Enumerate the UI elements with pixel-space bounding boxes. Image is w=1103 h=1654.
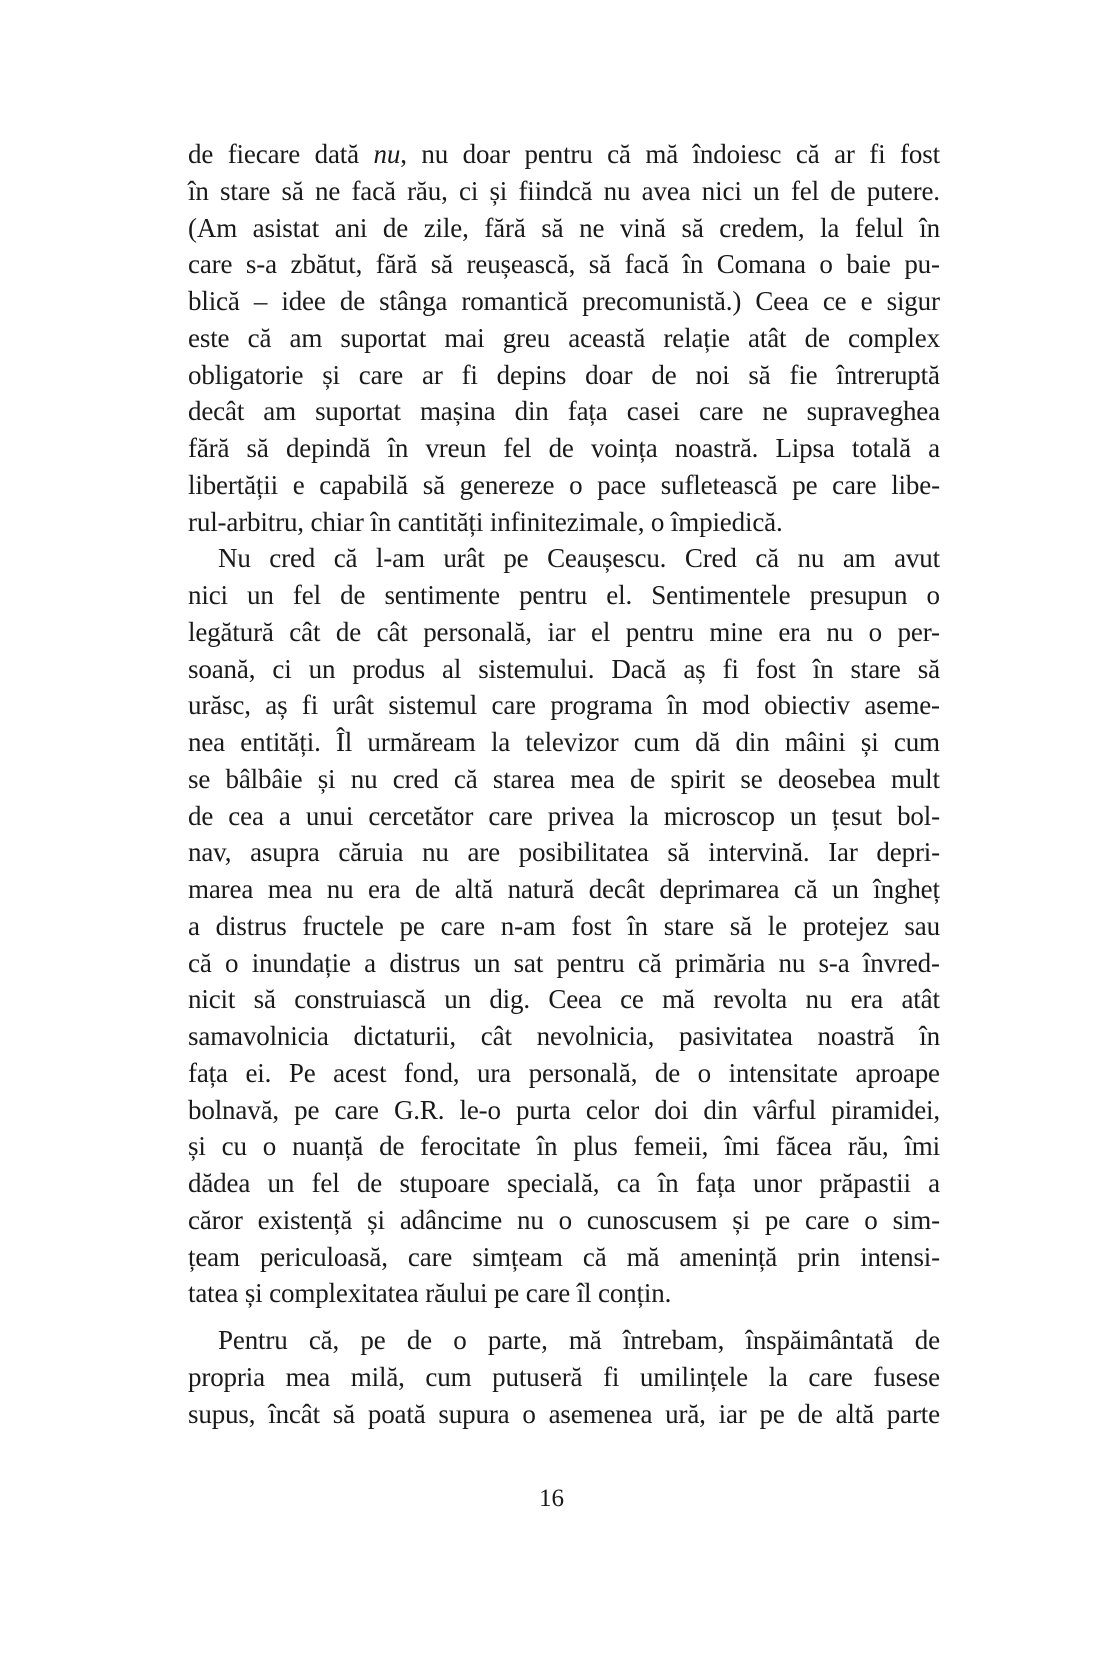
text-line: fața ei. Pe acest fond, ura personală, de o intensitate aproape (188, 1057, 940, 1088)
text-line: tatea și complexitatea răului pe care îl conțin. (188, 1278, 672, 1309)
paragraph-1 (188, 136, 940, 540)
text-line: se bâlbâie și nu cred că starea mea de spirit se deosebea mult (188, 763, 940, 794)
text-line: fără să depindă în vreun fel de voința noastră. Lipsa totală a (188, 433, 940, 463)
text-line: supus, încât să poată supura o asemenea ură, iar pe de altă parte (188, 1398, 940, 1429)
paragraph-3 (188, 1322, 940, 1432)
text-line: și cu o nuanță de ferocitate în plus femeii, îmi făcea rău, îmi (188, 1131, 940, 1162)
text-line: căror existență și adâncime nu o cunoscusem și pe care o sim- (188, 1204, 940, 1235)
text-line: că o inundație a distrus un sat pentru că primăria nu s-a învred- (188, 947, 940, 978)
text-line: legătură cât de cât personală, iar el pentru mine era nu o per- (188, 616, 940, 647)
text-line: libertății e capabilă să genereze o pace sufletească pe care libe- (188, 469, 940, 500)
page-number: 16 (539, 1485, 564, 1512)
text-line: care s-a zbătut, fără să reușească, să facă în Comana o baie pu- (188, 249, 940, 280)
text-line: bolnavă, pe care G.R. le-o purta celor doi din vârful piramidei, (188, 1094, 940, 1125)
text-line: soană, ci un produs al sistemului. Dacă aș fi fost în stare să (188, 653, 940, 684)
text-line: dădea un fel de stupoare specială, ca în fața unor prăpastii a (188, 1168, 940, 1198)
text-line: de fiecare dată nu, nu doar pentru că mă îndoiesc că ar fi fost (188, 139, 940, 169)
text-line: Pentru că, pe de o parte, mă întrebam, înspăimântată de (218, 1325, 940, 1355)
text-line: propria mea milă, cum putuseră fi umilințele la care fusese (188, 1361, 940, 1392)
text-line: țeam periculoasă, care simțeam că mă amenință prin intensi- (188, 1241, 940, 1272)
text-line: nav, asupra căruia nu are posibilitatea să intervină. Iar depri- (188, 837, 940, 868)
text-line: Nu cred că l-am urât pe Ceaușescu. Cred că nu am avut (218, 543, 940, 574)
text-line: marea mea nu era de altă natură decât deprimarea că un îngheț (188, 874, 940, 904)
text-line: rul-arbitru, chiar în cantități infinitezimale, o împiedică. (188, 506, 783, 537)
text-line: nici un fel de sentimente pentru el. Sentimentele presupun o (188, 580, 940, 610)
text-line: decât am suportat mașina din fața casei care ne supraveghea (188, 396, 940, 427)
text-line: urăsc, aș fi urât sistemul care programa în mod obiectiv aseme- (188, 690, 940, 721)
page-body (188, 136, 940, 1432)
text-line: samavolnicia dictaturii, cât nevolnicia, pasivitatea noastră în (188, 1021, 940, 1051)
text-line: de cea a unui cercetător care privea la microscop un țesut bol- (188, 800, 940, 831)
text-line: în stare să ne facă rău, ci și fiindcă nu avea nici un fel de putere. (188, 175, 940, 206)
text-line: nea entități. Îl urmăream la televizor cum dă din mâini și cum (188, 727, 940, 757)
text-line: blică – idee de stânga romantică precomunistă.) Ceea ce e sigur (188, 286, 940, 316)
paragraph-2 (188, 540, 940, 1312)
text-line: obligatorie și care ar fi depins doar de noi să fie întreruptă (188, 359, 940, 390)
text-line: a distrus fructele pe care n-am fost în stare să le protejez sau (188, 910, 940, 941)
text-line: (Am asistat ani de zile, fără să ne vină să credem, la felul în (188, 212, 940, 243)
text-line: este că am suportat mai greu această relație atât de complex (188, 322, 940, 353)
text-line: nicit să construiască un dig. Ceea ce mă revolta nu era atât (188, 984, 940, 1015)
